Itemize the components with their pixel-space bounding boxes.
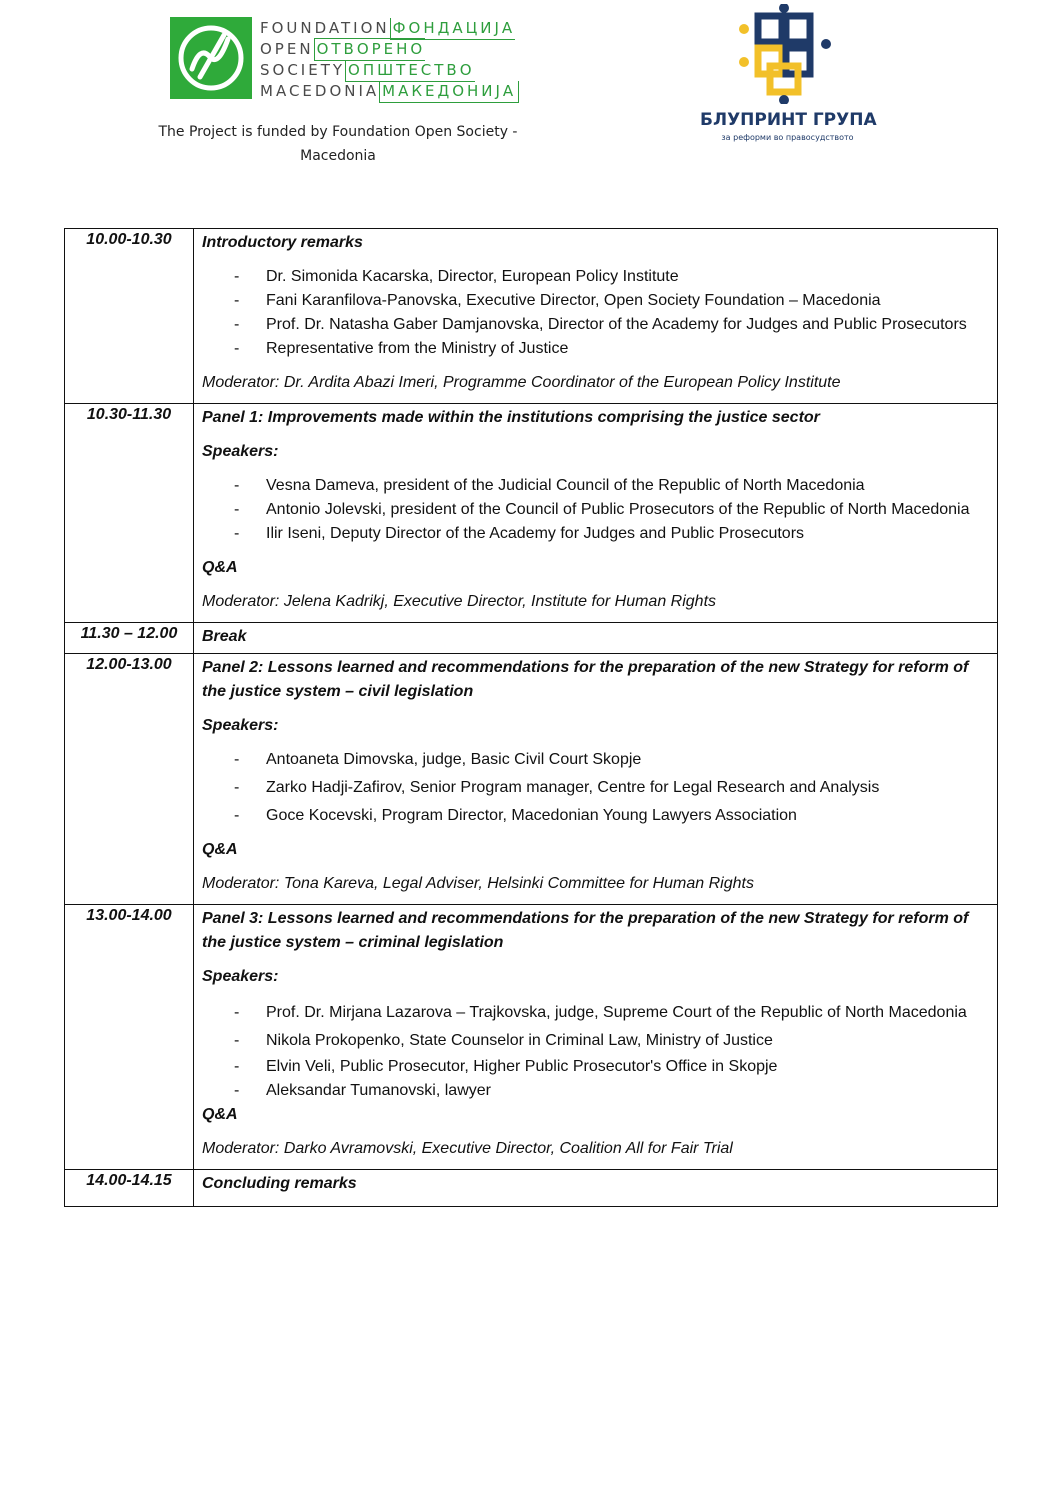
session-title: Panel 3: Lessons learned and recommendations for the preparation of the new Strategy for reform of the justice system – criminal legislation [202,910,969,951]
speaker-list [202,748,987,828]
session-title: Concluding remarks [202,1175,357,1192]
speakers-label: Speakers: [202,443,279,460]
funding-note-line: The Project is funded by Foundation Open Society - [158,124,518,140]
list-item: - Zarko Hadji-Zafirov, Senior Program manager, Centre for Legal Research and Analysis [202,776,987,800]
fos-en-word: OPEN [260,40,314,58]
blueprint-title: БЛУПРИНТ ГРУПА [700,110,877,130]
agenda-row [65,654,998,905]
blueprint-knot-icon [730,4,842,104]
moderator-name: Dr. Ardita Abazi Imeri, Programme Coordinator of the European Policy Institute [279,374,841,391]
moderator-line [202,872,987,896]
moderator-line [202,590,987,614]
list-item: - Aleksandar Tumanovski, lawyer [202,1079,987,1103]
speaker-list [202,474,987,546]
session-time: 12.00-13.00 [65,654,194,905]
list-item: - Antoaneta Dimovska, judge, Basic Civil Court Skopje [202,748,987,772]
agenda-row [65,229,998,404]
list-item: - Antonio Jolevski, president of the Council of Public Prosecutors of the Republic of North Macedonia [202,498,987,522]
session-title: Introductory remarks [202,234,363,251]
list-item: - Vesna Dameva, president of the Judicial Council of the Republic of North Macedonia [202,474,987,498]
session-content [194,654,998,905]
fos-mk-word: ОПШТЕСТВО [345,60,475,82]
foundation-open-society-logo [170,12,530,102]
fos-en-word: SOCIETY [260,61,346,79]
moderator-label: Moderator: [202,875,280,892]
speakers-label: Speakers: [202,968,279,985]
agenda-row [65,404,998,623]
fos-mk-word: МАКЕДОНИЈА [379,81,519,103]
qa-label: Q&A [202,559,238,576]
session-time: 13.00-14.00 [65,905,194,1170]
agenda-row [65,623,998,654]
speaker-list [202,265,987,361]
fos-mk-word: ОТВОРЕНО [314,38,426,61]
session-time: 10.00-10.30 [65,229,194,404]
moderator-label: Moderator: [202,374,280,391]
fos-en-word: MACEDONIA [260,82,380,100]
fos-mk-word: ФОНДАЦИЈА [390,18,516,40]
blueprint-group-logo [700,4,875,144]
session-content [194,404,998,623]
session-time: 11.30 – 12.00 [65,623,194,654]
session-content [194,229,998,404]
session-title: Break [202,628,247,645]
list-item: - Representative from the Ministry of Justice [202,337,987,361]
list-item: - Prof. Dr. Mirjana Lazarova – Trajkovska, judge, Supreme Court of the Republic of North Macedonia [202,999,987,1027]
session-time: 10.30-11.30 [65,404,194,623]
session-title: Panel 1: Improvements made within the institutions comprising the justice sector [202,409,820,426]
qa-label: Q&A [202,1106,238,1123]
agenda-row [65,905,998,1170]
list-item: - Elvin Veli, Public Prosecutor, Higher Public Prosecutor's Office in Skopje [202,1055,987,1079]
funding-note-line: Macedonia [300,148,376,164]
qa-label: Q&A [202,841,238,858]
moderator-line [202,371,987,395]
session-content [194,1170,998,1207]
fos-wordmark [260,18,517,102]
session-time: 14.00-14.15 [65,1170,194,1207]
session-content [194,905,998,1170]
moderator-name: Darko Avramovski, Executive Director, Coalition All for Fair Trial [279,1140,733,1157]
session-content [194,623,998,654]
agenda-table [64,228,998,1207]
speakers-label: Speakers: [202,717,279,734]
list-item: - Goce Kocevski, Program Director, Macedonian Young Lawyers Association [202,804,987,828]
moderator-name: Tona Kareva, Legal Adviser, Helsinki Committee for Human Rights [279,875,754,892]
list-item: - Fani Karanfilova-Panovska, Executive Director, Open Society Foundation – Macedonia [202,289,987,313]
funding-note [138,120,538,168]
session-title: Panel 2: Lessons learned and recommendations for the preparation of the new Strategy for reform of the justice system – civil legislation [202,659,969,700]
moderator-line [202,1137,987,1161]
list-item: - Prof. Dr. Natasha Gaber Damjanovska, Director of the Academy for Judges and Public Prosecutors [202,313,987,337]
blueprint-subtitle: за реформи во правосудството [721,133,854,142]
moderator-label: Moderator: [202,1140,280,1157]
moderator-name: Jelena Kadrikj, Executive Director, Institute for Human Rights [279,593,717,610]
list-item: - Ilir Iseni, Deputy Director of the Academy for Judges and Public Prosecutors [202,522,987,546]
speaker-list [202,999,987,1103]
moderator-label: Moderator: [202,593,280,610]
fos-en-word: FOUNDATION [260,19,390,37]
list-item: - Nikola Prokopenko, State Counselor in Criminal Law, Ministry of Justice [202,1027,987,1055]
fos-emblem-icon [170,17,252,99]
list-item: - Dr. Simonida Kacarska, Director, European Policy Institute [202,265,987,289]
agenda-row [65,1170,998,1207]
